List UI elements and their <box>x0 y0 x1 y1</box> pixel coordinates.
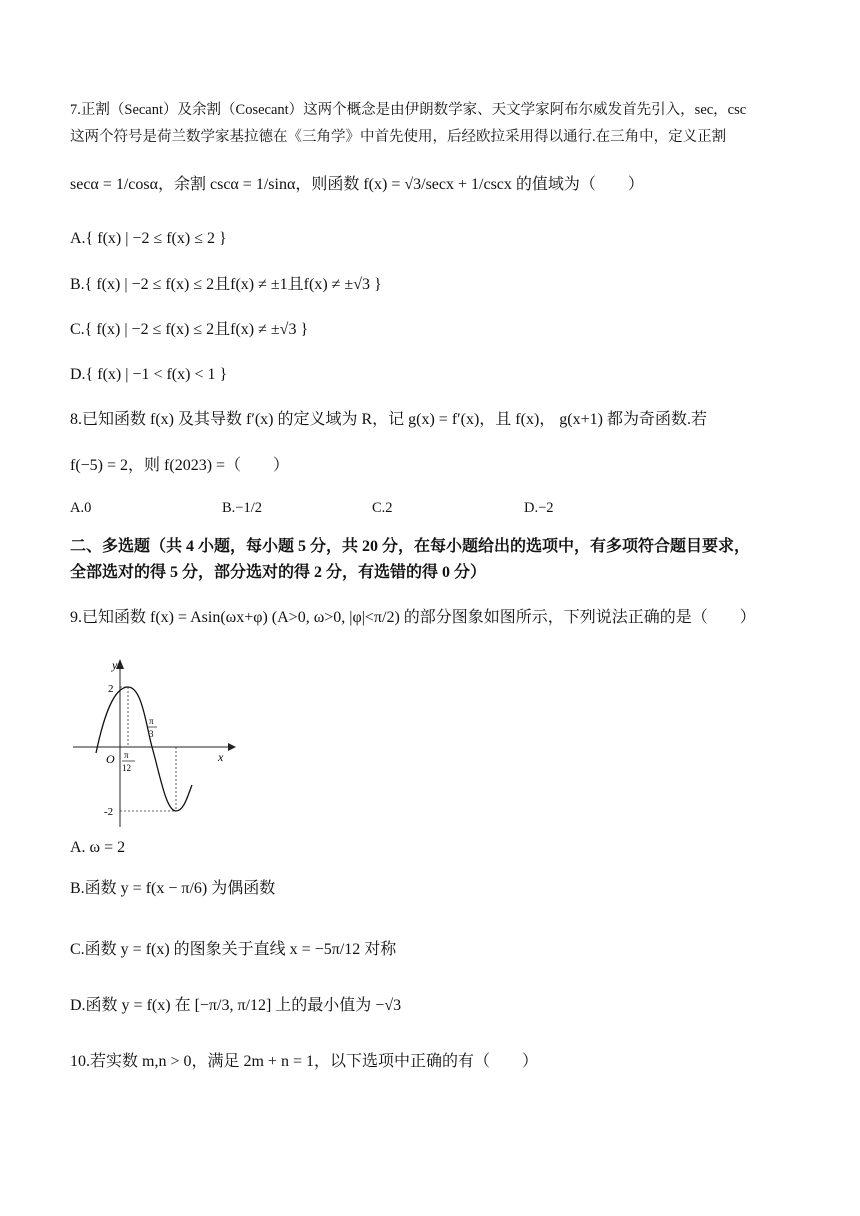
q7-text-line3: secα = 1/cosα，余割 cscα = 1/sinα，则函数 f(x) = √3/secx + 1/cscx 的值域为（ ） <box>70 176 644 193</box>
q9-option-d: D.函数 y = f(x) 在 [−π/3, π/12] 上的最小值为 −√3 <box>70 997 402 1014</box>
q8-option-a: A.0 <box>70 500 92 516</box>
q9-text-line1: 9.已知函数 f(x) = Asin(ωx+φ) (A>0, ω>0, |φ|<π/2) 的部分图象如图所示，下列说法正确的是（ ） <box>70 609 756 626</box>
q8-option-b: B.−1/2 <box>222 500 263 516</box>
q8-option-d: D.−2 <box>524 500 554 516</box>
q7-option-d: D.{ f(x) | −1 < f(x) < 1 } <box>70 366 228 383</box>
tick-pi12-den: 12 <box>122 763 131 773</box>
sine-curve <box>96 687 192 811</box>
q7-text-line1: 7.正割（Secant）及余割（Cosecant）这两个概念是由伊朗数学家、天文学家阿布尔威发首先引入，sec，csc <box>70 102 747 118</box>
x-axis-label: x <box>218 750 224 764</box>
q9-option-c: C.函数 y = f(x) 的图象关于直线 x = −5π/12 对称 <box>70 941 397 958</box>
tick-pi3-den: 3 <box>149 729 154 739</box>
q8-text-line1: 8.已知函数 f(x) 及其导数 f′(x) 的定义域为 R，记 g(x) = f′(x)，且 f(x)， g(x+1) 都为奇函数.若 <box>70 411 707 428</box>
tick-pi12-num: π <box>124 750 129 760</box>
max-value-label: 2 <box>108 683 114 695</box>
q9-option-a: A. ω = 2 <box>70 839 126 856</box>
q10-text-line1: 10.若实数 m,n > 0，满足 2m + n = 1，以下选项中正确的有（ ） <box>70 1053 538 1070</box>
q7-text-line2: 这两个符号是荷兰数学家基拉德在《三角学》中首先使用，后经欧拉采用得以通行.在三角中，定义正割 <box>70 129 727 145</box>
x-axis-arrow <box>228 743 236 751</box>
tick-pi3-num: π <box>149 716 154 726</box>
q7-option-c: C.{ f(x) | −2 ≤ f(x) ≤ 2且f(x) ≠ ±√3 } <box>70 321 309 338</box>
q7-option-b: B.{ f(x) | −2 ≤ f(x) ≤ 2且f(x) ≠ ±1且f(x) ≠ ±√3 } <box>70 276 382 293</box>
y-axis-label: y <box>112 658 118 672</box>
min-value-label: -2 <box>104 806 114 818</box>
origin-label: O <box>106 752 115 766</box>
q8-text-line2: f(−5) = 2，则 f(2023) =（ ） <box>70 457 290 474</box>
section2-heading-line1: 二、多选题（共 4 小题，每小题 5 分，共 20 分，在每小题给出的选项中，有多项符合题目要求， <box>70 538 751 555</box>
q9-option-b: B.函数 y = f(x − π/6) 为偶函数 <box>70 880 276 897</box>
section2-heading-line2: 全部选对的得 5 分，部分选对的得 2 分，有选错的得 0 分） <box>70 564 487 581</box>
q9-sine-graph <box>68 655 238 835</box>
q7-option-a: A.{ f(x) | −2 ≤ f(x) ≤ 2 } <box>70 230 227 247</box>
q8-option-c: C.2 <box>372 500 393 516</box>
